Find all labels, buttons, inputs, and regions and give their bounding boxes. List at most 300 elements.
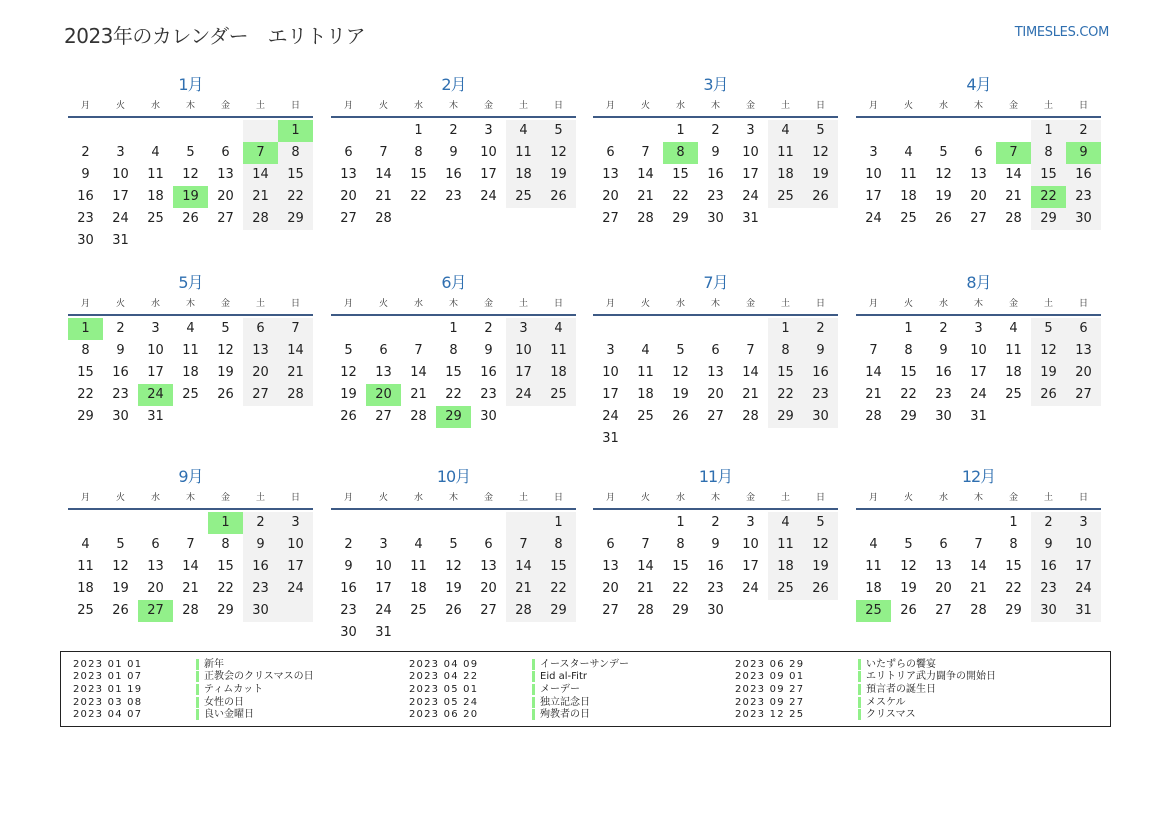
- day-cell: 15: [672, 559, 689, 574]
- weekday-header: [856, 490, 1101, 510]
- day-cell: 10: [147, 343, 164, 358]
- weekday-label: 土: [1043, 101, 1053, 111]
- day-cell: 31: [970, 409, 987, 424]
- day-grid: [593, 316, 838, 448]
- day-cell: 17: [970, 365, 987, 380]
- legend-date: 2023 09 27: [735, 683, 805, 695]
- day-cell: 29: [777, 409, 794, 424]
- day-cell: 27: [217, 211, 234, 226]
- day-cell: 5: [816, 123, 825, 138]
- weekday-label: 土: [255, 101, 265, 111]
- weekday-label: 月: [80, 101, 90, 111]
- day-cell: 7: [519, 537, 528, 552]
- day-cell: 28: [410, 409, 427, 424]
- day-cell: 4: [554, 321, 563, 336]
- page-title: 2023年のカレンダー エリトリア: [64, 24, 366, 48]
- day-cell: 16: [812, 365, 829, 380]
- month-2: [331, 74, 576, 250]
- month-title: 8月: [966, 273, 991, 292]
- month-title: 12月: [961, 467, 996, 486]
- day-cell: 11: [515, 145, 532, 160]
- day-cell: 25: [147, 211, 164, 226]
- month-title: 5月: [178, 273, 203, 292]
- weekday-label: 水: [150, 101, 160, 111]
- day-cell: 15: [77, 365, 94, 380]
- day-cell: 27: [707, 409, 724, 424]
- day-cell: 19: [672, 387, 689, 402]
- day-cell: 2: [939, 321, 948, 336]
- day-cell: 22: [77, 387, 94, 402]
- day-cell: 12: [812, 537, 829, 552]
- weekday-label: 火: [115, 493, 125, 503]
- day-cell: 1: [781, 321, 790, 336]
- day-cell: 21: [287, 365, 304, 380]
- legend-row: [61, 708, 314, 721]
- legend-holiday-name: エリトリア武力闘争の開始日: [858, 671, 996, 682]
- day-cell: 2: [711, 515, 720, 530]
- day-cell: 8: [1009, 537, 1018, 552]
- day-cell: 17: [742, 559, 759, 574]
- day-cell: 28: [252, 211, 269, 226]
- day-cell: 26: [182, 211, 199, 226]
- day-grid: [331, 510, 576, 642]
- day-cell: 22: [1005, 581, 1022, 596]
- day-cell: 28: [865, 409, 882, 424]
- day-cell: 15: [1040, 167, 1057, 182]
- holiday-cell: 7: [996, 142, 1031, 164]
- weekday-label: 木: [973, 101, 983, 111]
- day-cell: 4: [186, 321, 195, 336]
- day-cell: 1: [449, 321, 458, 336]
- day-cell: 26: [935, 211, 952, 226]
- day-cell: 10: [602, 365, 619, 380]
- day-cell: 21: [637, 189, 654, 204]
- day-cell: 6: [1079, 321, 1088, 336]
- day-cell: 18: [410, 581, 427, 596]
- day-cell: 2: [344, 537, 353, 552]
- day-cell: 25: [77, 603, 94, 618]
- day-cell: 12: [182, 167, 199, 182]
- legend-date: 2023 01 19: [73, 683, 143, 695]
- day-cell: 21: [1005, 189, 1022, 204]
- day-cell: 19: [217, 365, 234, 380]
- day-cell: 15: [672, 167, 689, 182]
- weekday-label: 木: [448, 493, 458, 503]
- day-cell: 28: [637, 211, 654, 226]
- day-cell: 29: [287, 211, 304, 226]
- day-cell: 22: [672, 581, 689, 596]
- day-cell: 30: [480, 409, 497, 424]
- weekday-label: 火: [903, 299, 913, 309]
- weekday-label: 水: [675, 493, 685, 503]
- weekday-label: 水: [938, 101, 948, 111]
- day-cell: 26: [812, 581, 829, 596]
- day-cell: 3: [291, 515, 300, 530]
- weekday-label: 月: [343, 493, 353, 503]
- day-cell: 3: [484, 123, 493, 138]
- weekday-label: 土: [518, 299, 528, 309]
- holiday-cell: 1: [208, 512, 243, 534]
- day-cell: 23: [707, 581, 724, 596]
- day-cell: 16: [445, 167, 462, 182]
- weekday-label: 木: [710, 299, 720, 309]
- day-cell: 16: [1075, 167, 1092, 182]
- weekday-header: [856, 296, 1101, 316]
- day-cell: 8: [81, 343, 90, 358]
- weekday-label: 土: [518, 493, 528, 503]
- day-cell: 1: [1044, 123, 1053, 138]
- day-cell: 30: [707, 603, 724, 618]
- day-cell: 9: [711, 537, 720, 552]
- day-cell: 12: [1040, 343, 1057, 358]
- legend-row: [397, 683, 629, 696]
- day-cell: 17: [287, 559, 304, 574]
- day-cell: 4: [151, 145, 160, 160]
- day-cell: 9: [484, 343, 493, 358]
- weekday-label: 水: [675, 101, 685, 111]
- weekday-label: 日: [290, 493, 300, 503]
- day-cell: 8: [554, 537, 563, 552]
- day-cell: 29: [77, 409, 94, 424]
- day-cell: 4: [869, 537, 878, 552]
- day-cell: 8: [414, 145, 423, 160]
- day-cell: 23: [480, 387, 497, 402]
- weekday-header: [331, 98, 576, 118]
- day-cell: 12: [445, 559, 462, 574]
- day-cell: 25: [777, 189, 794, 204]
- day-cell: 15: [287, 167, 304, 182]
- holiday-cell: 19: [173, 186, 208, 208]
- weekday-label: 月: [343, 299, 353, 309]
- day-cell: 5: [116, 537, 125, 552]
- legend-row: [61, 671, 314, 684]
- day-cell: 15: [445, 365, 462, 380]
- weekday-label: 木: [185, 299, 195, 309]
- day-cell: 20: [1075, 365, 1092, 380]
- legend-holiday-name: 預言者の誕生日: [858, 684, 936, 695]
- legend-date: 2023 06 20: [409, 709, 479, 721]
- day-cell: 18: [865, 581, 882, 596]
- day-cell: 12: [550, 145, 567, 160]
- day-cell: 22: [410, 189, 427, 204]
- weekday-header: [68, 490, 313, 510]
- day-cell: 30: [1075, 211, 1092, 226]
- day-cell: 13: [252, 343, 269, 358]
- day-cell: 31: [112, 233, 129, 248]
- legend-date: 2023 04 22: [409, 671, 479, 683]
- day-cell: 17: [602, 387, 619, 402]
- legend-holiday-name: 殉教者の日: [532, 709, 590, 720]
- weekday-label: 金: [483, 299, 493, 309]
- day-cell: 31: [1075, 603, 1092, 618]
- weekday-label: 金: [745, 101, 755, 111]
- day-cell: 17: [865, 189, 882, 204]
- day-cell: 14: [970, 559, 987, 574]
- day-cell: 15: [217, 559, 234, 574]
- day-cell: 2: [484, 321, 493, 336]
- day-cell: 11: [637, 365, 654, 380]
- weekday-label: 木: [710, 493, 720, 503]
- day-cell: 2: [116, 321, 125, 336]
- weekday-label: 火: [378, 101, 388, 111]
- weekday-label: 金: [483, 493, 493, 503]
- weekday-label: 木: [185, 493, 195, 503]
- weekday-label: 火: [378, 299, 388, 309]
- day-cell: 18: [777, 167, 794, 182]
- weekday-label: 火: [115, 101, 125, 111]
- day-cell: 20: [147, 581, 164, 596]
- weekday-label: 月: [80, 493, 90, 503]
- day-cell: 1: [676, 123, 685, 138]
- day-cell: 14: [252, 167, 269, 182]
- day-cell: 20: [340, 189, 357, 204]
- legend-date: 2023 09 01: [735, 671, 805, 683]
- day-cell: 26: [900, 603, 917, 618]
- day-cell: 29: [672, 211, 689, 226]
- day-cell: 6: [606, 145, 615, 160]
- day-cell: 19: [812, 167, 829, 182]
- weekday-label: 金: [745, 299, 755, 309]
- day-cell: 27: [480, 603, 497, 618]
- weekday-header: [856, 98, 1101, 118]
- day-cell: 27: [1075, 387, 1092, 402]
- day-cell: 28: [637, 603, 654, 618]
- weekday-header: [68, 98, 313, 118]
- day-cell: 7: [746, 343, 755, 358]
- day-cell: 30: [812, 409, 829, 424]
- weekday-label: 土: [780, 299, 790, 309]
- legend-column: [723, 658, 996, 721]
- day-cell: 25: [637, 409, 654, 424]
- day-cell: 10: [1075, 537, 1092, 552]
- weekday-label: 月: [868, 493, 878, 503]
- day-cell: 5: [221, 321, 230, 336]
- day-cell: 2: [449, 123, 458, 138]
- day-cell: 22: [445, 387, 462, 402]
- day-cell: 11: [182, 343, 199, 358]
- day-cell: 22: [672, 189, 689, 204]
- day-cell: 13: [217, 167, 234, 182]
- legend-row: [397, 708, 629, 721]
- day-cell: 16: [480, 365, 497, 380]
- day-cell: 23: [935, 387, 952, 402]
- day-cell: 25: [1005, 387, 1022, 402]
- day-cell: 11: [77, 559, 94, 574]
- holiday-cell: 20: [366, 384, 401, 406]
- weekday-label: 土: [780, 493, 790, 503]
- day-cell: 21: [182, 581, 199, 596]
- holiday-cell: 24: [138, 384, 173, 406]
- weekday-label: 金: [1008, 299, 1018, 309]
- day-cell: 21: [637, 581, 654, 596]
- month-4: [856, 74, 1101, 250]
- weekday-label: 金: [220, 299, 230, 309]
- weekday-label: 水: [675, 299, 685, 309]
- weekday-label: 土: [1043, 493, 1053, 503]
- weekday-header: [331, 490, 576, 510]
- month-7: [593, 272, 838, 448]
- weekday-label: 水: [938, 299, 948, 309]
- day-cell: 16: [707, 559, 724, 574]
- holiday-legend: [60, 651, 1111, 727]
- day-cell: 13: [480, 559, 497, 574]
- day-cell: 10: [970, 343, 987, 358]
- day-cell: 24: [375, 603, 392, 618]
- day-cell: 12: [672, 365, 689, 380]
- day-cell: 22: [900, 387, 917, 402]
- day-cell: 26: [340, 409, 357, 424]
- day-cell: 26: [550, 189, 567, 204]
- day-cell: 6: [151, 537, 160, 552]
- weekday-label: 月: [605, 101, 615, 111]
- day-cell: 31: [602, 431, 619, 446]
- day-cell: 8: [449, 343, 458, 358]
- day-cell: 20: [602, 581, 619, 596]
- day-cell: 6: [974, 145, 983, 160]
- day-cell: 16: [112, 365, 129, 380]
- day-cell: 5: [1044, 321, 1053, 336]
- day-cell: 7: [641, 537, 650, 552]
- legend-row: [61, 658, 314, 671]
- day-cell: 24: [287, 581, 304, 596]
- day-cell: 14: [637, 167, 654, 182]
- day-cell: 9: [449, 145, 458, 160]
- day-cell: 24: [515, 387, 532, 402]
- day-cell: 9: [711, 145, 720, 160]
- day-cell: 25: [410, 603, 427, 618]
- day-grid: [68, 316, 313, 448]
- day-cell: 23: [812, 387, 829, 402]
- weekday-label: 土: [780, 101, 790, 111]
- day-cell: 1: [904, 321, 913, 336]
- day-cell: 7: [186, 537, 195, 552]
- holiday-cell: 1: [278, 120, 313, 142]
- day-cell: 25: [550, 387, 567, 402]
- day-cell: 20: [217, 189, 234, 204]
- legend-date: 2023 04 09: [409, 658, 479, 670]
- day-cell: 17: [742, 167, 759, 182]
- holiday-cell: 25: [856, 600, 891, 622]
- day-cell: 19: [935, 189, 952, 204]
- weekday-label: 月: [868, 299, 878, 309]
- day-cell: 24: [742, 581, 759, 596]
- day-cell: 21: [375, 189, 392, 204]
- day-cell: 30: [340, 625, 357, 640]
- day-cell: 13: [602, 167, 619, 182]
- day-cell: 30: [707, 211, 724, 226]
- day-cell: 17: [480, 167, 497, 182]
- day-cell: 11: [777, 145, 794, 160]
- weekday-label: 月: [868, 101, 878, 111]
- weekday-label: 金: [220, 493, 230, 503]
- day-cell: 26: [672, 409, 689, 424]
- day-cell: 18: [147, 189, 164, 204]
- legend-column: [397, 658, 629, 721]
- day-cell: 26: [445, 603, 462, 618]
- legend-date: 2023 06 29: [735, 658, 805, 670]
- day-cell: 24: [742, 189, 759, 204]
- day-cell: 9: [81, 167, 90, 182]
- day-cell: 14: [515, 559, 532, 574]
- weekday-label: 水: [413, 299, 423, 309]
- day-cell: 17: [1075, 559, 1092, 574]
- day-cell: 13: [340, 167, 357, 182]
- day-cell: 4: [1009, 321, 1018, 336]
- weekday-label: 月: [605, 493, 615, 503]
- day-cell: 3: [606, 343, 615, 358]
- day-cell: 8: [291, 145, 300, 160]
- day-cell: 1: [1009, 515, 1018, 530]
- legend-date: 2023 05 24: [409, 696, 479, 708]
- day-cell: 10: [515, 343, 532, 358]
- weekday-label: 日: [1078, 299, 1088, 309]
- day-cell: 18: [77, 581, 94, 596]
- day-cell: 28: [375, 211, 392, 226]
- day-cell: 14: [865, 365, 882, 380]
- day-cell: 14: [410, 365, 427, 380]
- month-title: 3月: [703, 75, 728, 94]
- day-cell: 16: [340, 581, 357, 596]
- weekday-header: [68, 296, 313, 316]
- day-cell: 19: [812, 559, 829, 574]
- weekday-label: 木: [185, 101, 195, 111]
- day-cell: 20: [480, 581, 497, 596]
- day-cell: 13: [707, 365, 724, 380]
- day-cell: 12: [812, 145, 829, 160]
- day-cell: 30: [935, 409, 952, 424]
- day-cell: 24: [602, 409, 619, 424]
- day-cell: 1: [676, 515, 685, 530]
- day-cell: 2: [711, 123, 720, 138]
- legend-date: 2023 01 01: [73, 658, 143, 670]
- legend-date: 2023 03 08: [73, 696, 143, 708]
- day-cell: 9: [816, 343, 825, 358]
- month-title: 7月: [703, 273, 728, 292]
- day-cell: 19: [340, 387, 357, 402]
- weekday-label: 土: [518, 101, 528, 111]
- month-title: 9月: [178, 467, 203, 486]
- day-cell: 23: [252, 581, 269, 596]
- weekday-label: 金: [1008, 101, 1018, 111]
- day-cell: 10: [742, 145, 759, 160]
- month-title: 6月: [441, 273, 466, 292]
- weekday-label: 土: [255, 493, 265, 503]
- day-cell: 29: [1040, 211, 1057, 226]
- legend-row: [397, 671, 629, 684]
- legend-date: 2023 05 01: [409, 683, 479, 695]
- legend-holiday-name: 女性の日: [196, 697, 244, 708]
- day-cell: 11: [865, 559, 882, 574]
- day-cell: 3: [746, 515, 755, 530]
- day-cell: 6: [221, 145, 230, 160]
- day-cell: 7: [414, 343, 423, 358]
- weekday-label: 水: [413, 101, 423, 111]
- day-cell: 5: [186, 145, 195, 160]
- day-cell: 12: [112, 559, 129, 574]
- day-cell: 21: [515, 581, 532, 596]
- day-cell: 14: [287, 343, 304, 358]
- day-cell: 18: [900, 189, 917, 204]
- day-cell: 10: [375, 559, 392, 574]
- day-cell: 17: [515, 365, 532, 380]
- day-cell: 14: [742, 365, 759, 380]
- day-cell: 27: [602, 211, 619, 226]
- weekday-label: 日: [1078, 493, 1088, 503]
- day-cell: 5: [816, 515, 825, 530]
- day-cell: 30: [77, 233, 94, 248]
- day-cell: 8: [221, 537, 230, 552]
- site-link[interactable]: TIMESLES.COM: [1014, 25, 1109, 40]
